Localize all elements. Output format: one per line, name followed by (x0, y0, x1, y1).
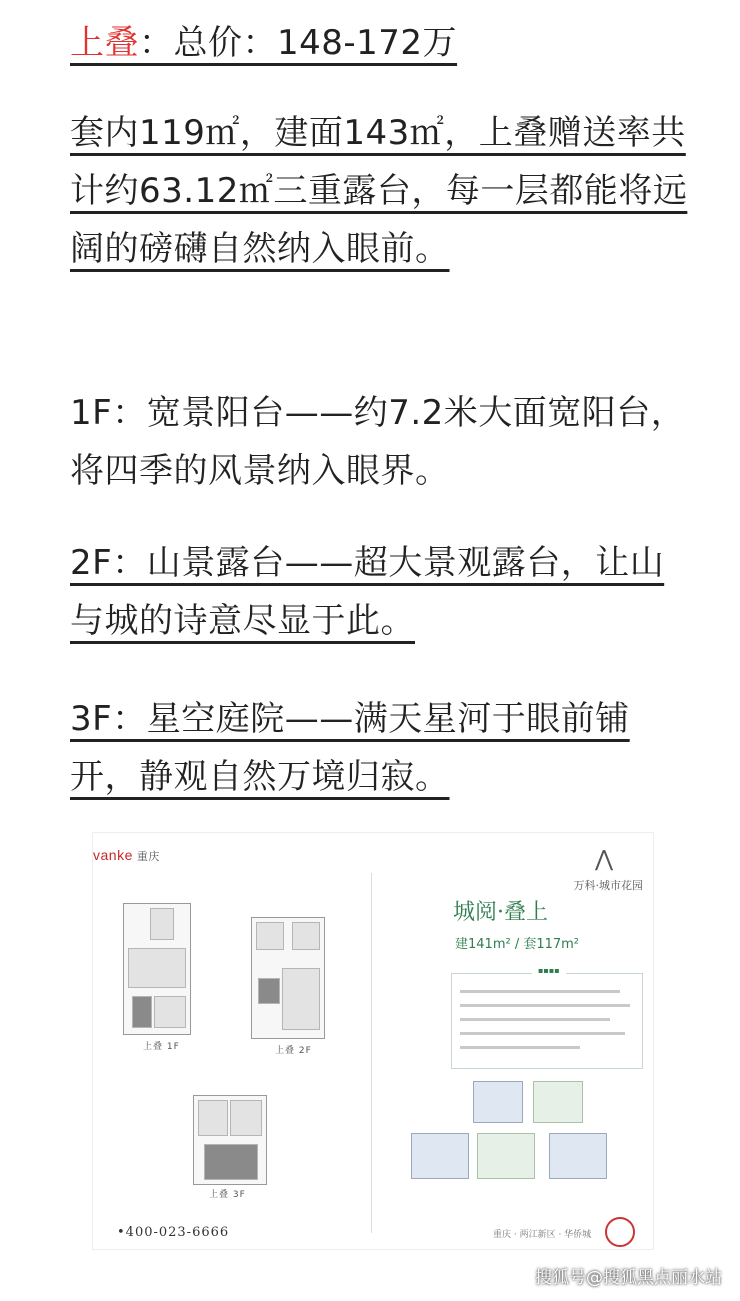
brand-name: 万科·城市花园 (573, 879, 643, 892)
mini-plan-3 (411, 1133, 469, 1179)
summary-paragraph (70, 104, 690, 278)
floorplan-3f (193, 1095, 267, 1185)
floorplans-panel (93, 833, 373, 1249)
area-info: 建141m² / 套117m² (455, 937, 580, 952)
mini-plan-1 (473, 1081, 523, 1123)
mini-plan-2 (533, 1081, 583, 1123)
plan-label-3f: 上叠 3F (209, 1190, 246, 1200)
floor-1f-paragraph (70, 384, 690, 500)
summary-text: 套内119㎡，建面143㎡，上叠赠送率共计约63.12㎡三重露台，每一层都能将远阔的磅礴自然纳入眼前。 (70, 113, 688, 269)
product-name: 城阅·叠上 (453, 900, 548, 925)
total-price: ：总价：148-172万 (139, 23, 458, 63)
product-info-panel (373, 833, 653, 1249)
floor-3f-text: 3F：星空庭院——满天星河于眼前铺开，静观自然万境归寂。 (70, 699, 630, 797)
brochure-address: 重庆 · 两江新区 · 华侨城 (493, 1230, 592, 1240)
mini-plan-4 (477, 1133, 535, 1179)
floorplan-1f (123, 903, 191, 1035)
floor-2f-paragraph (70, 534, 690, 650)
mini-plan-5 (549, 1133, 607, 1179)
floor-2f-text: 2F：山景露台——超大景观露台，让山与城的诗意尽显于此。 (70, 543, 665, 641)
feature-box: ▪▪▪▪ (451, 973, 643, 1069)
plan-label-2f: 上叠 2F (275, 1046, 312, 1056)
vanke-logo: vanke 重庆 (93, 847, 160, 863)
floorplan-brochure-image (92, 832, 654, 1250)
phone-number: •400-023-6666 (117, 1225, 230, 1240)
floor-3f-paragraph (70, 690, 690, 806)
highlight-label: 上叠 (70, 23, 139, 63)
headline (70, 14, 690, 72)
floor-1f-text: 1F：宽景阳台——约7.2米大面宽阳台，将四季的风景纳入眼界。 (70, 393, 686, 491)
seal-icon (605, 1217, 635, 1247)
vanke-a-logo-icon: ⋀ (594, 847, 613, 872)
brochure-divider (371, 873, 372, 1233)
floorplan-2f (251, 917, 325, 1039)
watermark: 搜狐号@搜狐黑点丽水站 (535, 1268, 722, 1288)
plan-label-1f: 上叠 1F (143, 1042, 180, 1052)
